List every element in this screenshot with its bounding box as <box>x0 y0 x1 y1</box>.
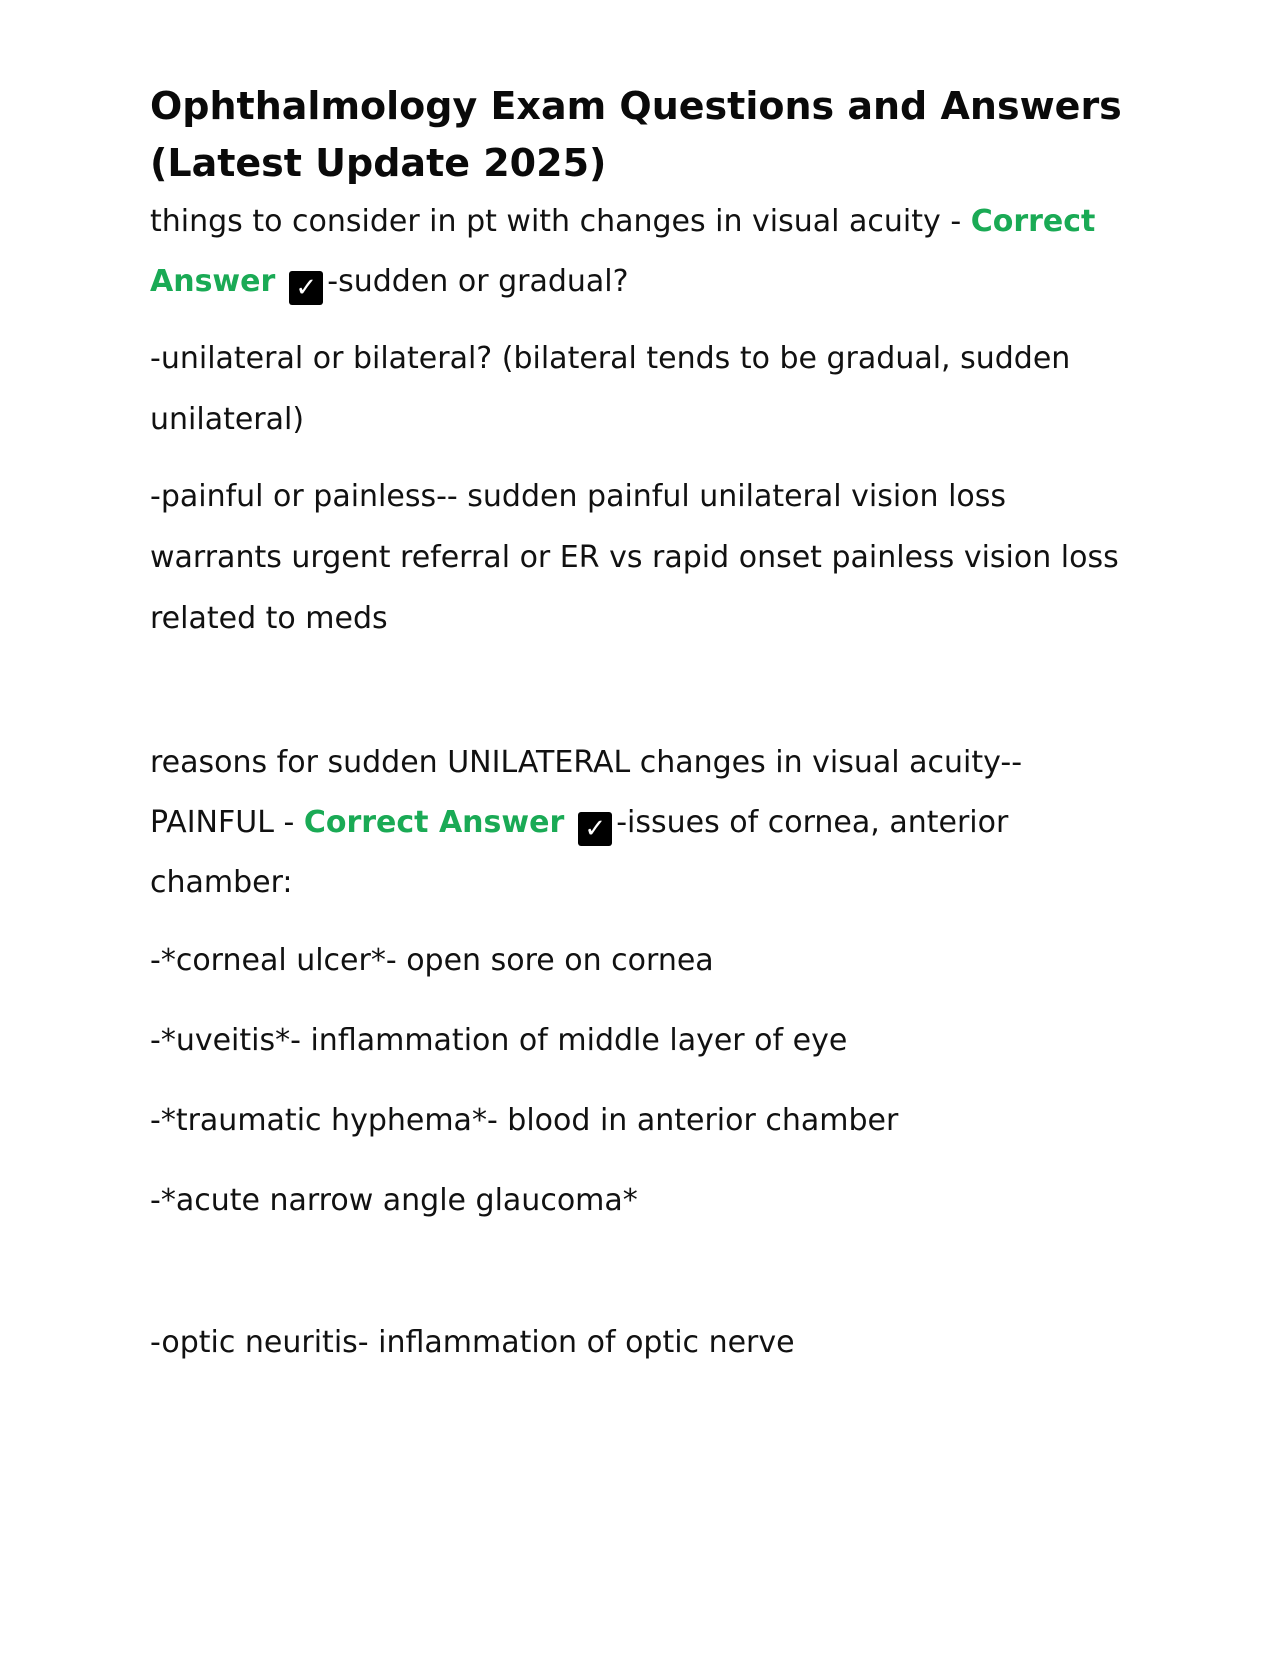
answer-2-line: -optic neuritis- inflammation of optic nerve <box>150 1325 795 1360</box>
answer-1-start: -sudden or gradual? <box>327 264 629 299</box>
correct-answer-label: Correct Answer <box>150 204 1096 299</box>
question-2-text: reasons for sudden UNILATERAL changes in visual acuity--PAINFUL - <box>150 745 1023 840</box>
check-icon: ✓ <box>289 271 323 305</box>
answer-2-start: -issues of cornea, anterior chamber: <box>150 805 1009 900</box>
answer-1-line: -painful or painless-- sudden painful unilateral vision loss warrants urgent referral or ER vs rapid onset painless vision loss related to meds <box>150 479 1119 636</box>
spacer <box>150 665 1130 733</box>
answer-2-line: -*acute narrow angle glaucoma* <box>150 1183 638 1218</box>
spacer <box>150 1249 1130 1311</box>
check-icon: ✓ <box>578 812 612 846</box>
answer-2-line: -*traumatic hyphema*- blood in anterior chamber <box>150 1103 899 1138</box>
question-1 <box>150 192 1130 312</box>
question-1-text: things to consider in pt with changes in visual acuity - <box>150 204 971 239</box>
correct-answer-label: Correct Answer <box>303 805 565 840</box>
document-title: Ophthalmology Exam Questions and Answers (Latest Update 2025) <box>150 84 1122 185</box>
answer-2-line: -*uveitis*- inflammation of middle layer of eye <box>150 1023 848 1058</box>
question-2 <box>150 733 1130 913</box>
answer-2-line: -*corneal ulcer*- open sore on cornea <box>150 943 714 978</box>
answer-1-line: -unilateral or bilateral? (bilateral tends to be gradual, sudden unilateral) <box>150 341 1071 437</box>
